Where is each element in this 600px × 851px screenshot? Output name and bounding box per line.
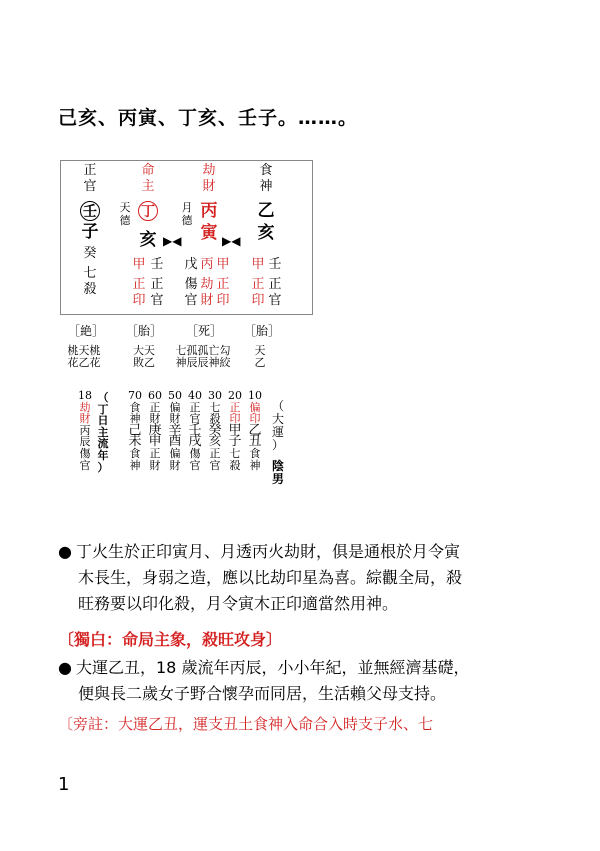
luck-hidden-char: 官	[209, 458, 221, 472]
month-god-bottom: 財	[202, 179, 216, 194]
hour-hidden-god-2: 殺	[83, 282, 97, 297]
luck-pillar-char: 庚	[148, 422, 162, 438]
day-stem: 丁	[138, 201, 158, 221]
luck-pillar-char: 癸	[208, 422, 222, 438]
paragraph-1: ● 丁火生於正印寅月、月透丙火劫財，俱是通根於月令寅 木長生，身弱之造，應以比劫印星為喜。綜觀全局，殺 旺務要以印化殺，月令寅木正印適當然用神。	[58, 542, 463, 613]
section-heading: 〔獨白：命局主象，殺旺攻身〕	[58, 630, 283, 649]
day-pillar	[136, 163, 160, 221]
clash-arrow-2: ▶◀	[222, 234, 241, 248]
stars-hour: 桃天桃 花乙花	[67, 344, 101, 369]
luck-pillar-char: 子	[228, 434, 242, 450]
luck-pillar-char: 己	[128, 422, 142, 438]
day-hidden-a: 甲 正 印	[132, 257, 146, 308]
stars-year: 天 乙	[254, 344, 266, 369]
luck-god-char: 神	[129, 412, 141, 426]
luck-hidden-char: 食	[129, 446, 141, 460]
luck-hidden-char: 七	[229, 446, 241, 460]
month-branch: 寅	[200, 223, 218, 243]
luck-god-char: 正	[229, 400, 241, 414]
luck-hidden-char: 財	[149, 458, 161, 472]
luck-god-char: 七	[209, 400, 221, 414]
luck-column	[228, 390, 242, 471]
luck-god-char: 偏	[249, 400, 261, 414]
luck-god-char: 偏	[169, 400, 181, 414]
month-side-star: 月 德	[181, 201, 193, 227]
luck-column	[128, 390, 142, 471]
luck-god-char: 印	[229, 412, 241, 426]
luck-hidden-char: 神	[249, 458, 261, 472]
day-side-star: 天 德	[119, 201, 131, 227]
day-god-top: 命	[141, 163, 155, 178]
luck-pillar-char: 酉	[168, 434, 182, 450]
luck-hidden-char: 偏	[169, 446, 181, 460]
luck-hidden-char: 官	[189, 458, 201, 472]
year-pillar	[254, 163, 278, 241]
luck-god-char: 印	[249, 412, 261, 426]
luck-pillar-char: 辛	[168, 422, 182, 438]
luck-column	[208, 390, 222, 471]
page-title: 己亥、丙寅、丁亥、壬子。……。	[58, 107, 359, 129]
luck-god-char: 財	[149, 412, 161, 426]
luck-age: 20	[228, 389, 242, 402]
luck-pillar-char: 戌	[188, 434, 202, 450]
hour-branch: 子	[81, 222, 99, 242]
luck-pillar-char: 申	[148, 434, 162, 450]
status-day: ［胎］	[126, 324, 163, 338]
luck-hidden-char: 神	[129, 458, 141, 472]
month-hidden-c: 甲 正 印	[216, 257, 230, 308]
luck-god-char: 財	[169, 412, 181, 426]
luck-column	[168, 390, 182, 471]
luck-god-char: 正	[189, 400, 201, 414]
hour-hidden-god-1: 七	[83, 266, 97, 281]
stars-month: 七孤孤亡勾 神辰辰神絞	[175, 344, 231, 369]
hour-god-bottom: 官	[83, 179, 97, 194]
luck-age: 60	[148, 389, 162, 402]
side-note: 〔旁註：大運乙丑，運支丑土食神入命合入時支子水、七	[58, 715, 434, 733]
day-branch: 亥	[139, 230, 157, 250]
luck-god-char: 殺	[209, 412, 221, 426]
page-number: 1	[58, 774, 70, 795]
luck-age: 40	[188, 389, 202, 402]
luck-hidden-char: 正	[209, 446, 221, 460]
month-stem: 丙	[200, 201, 218, 221]
luck-hidden-char: 傷	[189, 446, 201, 460]
luck-header: （ 大 運 ） 陰 男	[271, 399, 284, 486]
year-hidden-b: 壬 正 官	[268, 257, 282, 308]
luck-age: 50	[168, 389, 182, 402]
year-branch: 亥	[257, 223, 275, 243]
luck-pillar-char: 壬	[188, 422, 202, 438]
year-stem: 乙	[257, 201, 275, 221]
month-hidden-b: 丙 劫 財	[200, 257, 214, 308]
luck-hidden-char: 食	[249, 446, 261, 460]
clash-arrow-1: ▶◀	[163, 234, 182, 248]
hour-god-top: 正	[83, 163, 97, 178]
luck-pillar-char: 未	[128, 434, 142, 450]
luck-age: 10	[248, 389, 262, 402]
hour-hidden-stem: 癸	[83, 246, 97, 261]
luck-pillar-char: 甲	[228, 422, 242, 438]
month-god-top: 劫	[202, 163, 216, 178]
status-hour: ［絶］	[68, 324, 105, 338]
luck-pillar-char: 丑	[248, 434, 262, 450]
status-year: ［胎］	[244, 324, 281, 338]
luck-hidden-char: 正	[149, 446, 161, 460]
year-hidden-a: 甲 正 印	[251, 257, 265, 308]
hour-stem: 壬	[80, 201, 100, 221]
luck-hidden-char: 殺	[229, 458, 241, 472]
luck-column	[148, 390, 162, 471]
luck-age: 70	[128, 389, 142, 402]
paragraph-2: ● 大運乙丑，18 歲流年丙辰，小小年紀，並無經濟基礎， 便與長二歲女子野合懷孕而同居，生活賴父母支持。	[58, 658, 470, 703]
luck-age: 30	[208, 389, 222, 402]
year-god-top: 食	[259, 163, 273, 178]
luck-hidden-char: 財	[169, 458, 181, 472]
luck-god-char: 食	[129, 400, 141, 414]
luck-pillar-char: 乙	[248, 422, 262, 438]
month-hidden-a: 戊 傷 官	[184, 257, 198, 308]
luck-column	[248, 390, 262, 471]
day-god-bottom: 主	[141, 179, 155, 194]
luck-note: （ 丁 日 主 流 年 ）	[97, 391, 109, 474]
month-pillar	[197, 163, 221, 241]
year-god-bottom: 神	[259, 179, 273, 194]
luck-column	[188, 390, 202, 471]
luck-year-18: 18 劫 財 丙 辰 傷 官	[78, 389, 92, 472]
day-hidden-b: 壬 正 官	[150, 257, 164, 308]
status-month: ［死］	[186, 324, 223, 338]
luck-pillar-char: 亥	[208, 434, 222, 450]
stars-day: 大天 敗乙	[133, 344, 155, 369]
luck-god-char: 正	[149, 400, 161, 414]
luck-god-char: 官	[189, 412, 201, 426]
hour-pillar	[78, 163, 102, 298]
